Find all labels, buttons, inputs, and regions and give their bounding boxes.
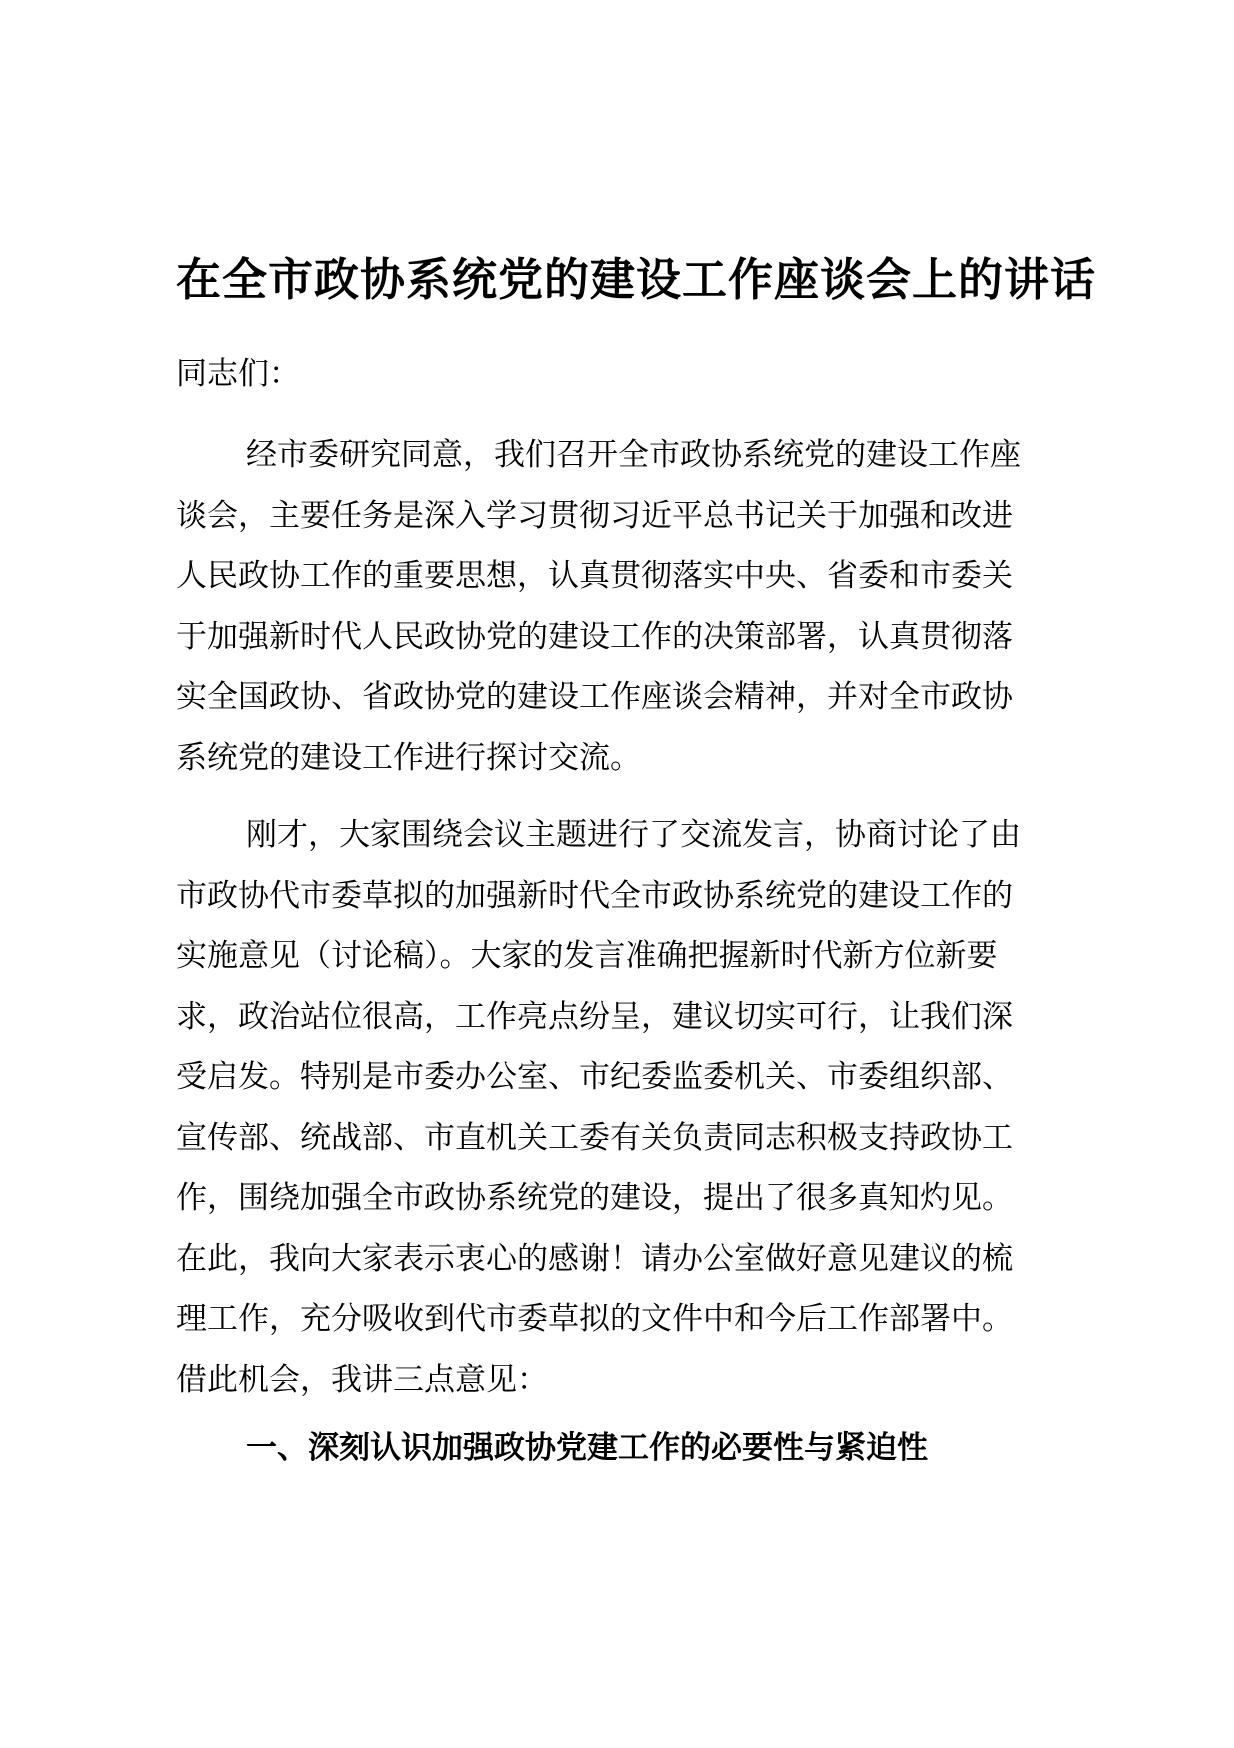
paragraph-line: 求，政治站位很高，工作亮点纷呈，建议切实可行，让我们深 [176, 998, 1013, 1035]
body-paragraph-1 [176, 425, 1096, 788]
paragraph-line: 谈会，主要任务是深入学习贯彻习近平总书记关于加强和改进 [176, 497, 1013, 534]
paragraph-line: 实全国政协、省政协党的建设工作座谈会精神，并对全市政协 [176, 679, 1013, 715]
paragraph-line: 在此，我向大家表示衷心的感谢！请办公室做好意见建议的梳 [176, 1240, 1013, 1277]
paragraph-line: 于加强新时代人民政协党的建设工作的决策部署，认真贯彻落 [176, 618, 1013, 655]
paragraph-line: 作，围绕加强全市政协系统党的建设，提出了很多真知灼见。 [176, 1180, 1013, 1216]
paragraph-line: 人民政协工作的重要思想，认真贯彻落实中央、省委和市委关 [176, 558, 1013, 594]
section-heading-1: 一、深刻认识加强政协党建工作的必要性与紧迫性 [246, 1430, 928, 1466]
paragraph-line: 受启发。特别是市委办公室、市纪委监委机关、市委组织部、 [176, 1059, 1013, 1095]
paragraph-line: 市政协代市委草拟的加强新时代全市政协系统党的建设工作的 [176, 877, 1013, 914]
paragraph-line: 借此机会，我讲三点意见： [176, 1361, 548, 1398]
document-title: 在全市政协系统党的建设工作座谈会上的讲话 [176, 253, 1097, 306]
salutation: 同志们： [176, 356, 300, 392]
paragraph-line: 理工作，充分吸收到代市委草拟的文件中和今后工作部署中。 [176, 1301, 1013, 1337]
paragraph-line: 刚才，大家围绕会议主题进行了交流发言，协商讨论了由 [246, 817, 1021, 853]
paragraph-line: 宣传部、统战部、市直机关工委有关负责同志积极支持政协工 [176, 1119, 1013, 1156]
paragraph-line: 经市委研究同意，我们召开全市政协系统党的建设工作座 [246, 437, 1021, 473]
paragraph-line: 实施意见（讨论稿）。大家的发言准确把握新时代新方位新要 [176, 938, 998, 974]
paragraph-line: 系统党的建设工作进行探讨交流。 [176, 739, 641, 776]
body-paragraph-2 [176, 805, 1096, 1410]
